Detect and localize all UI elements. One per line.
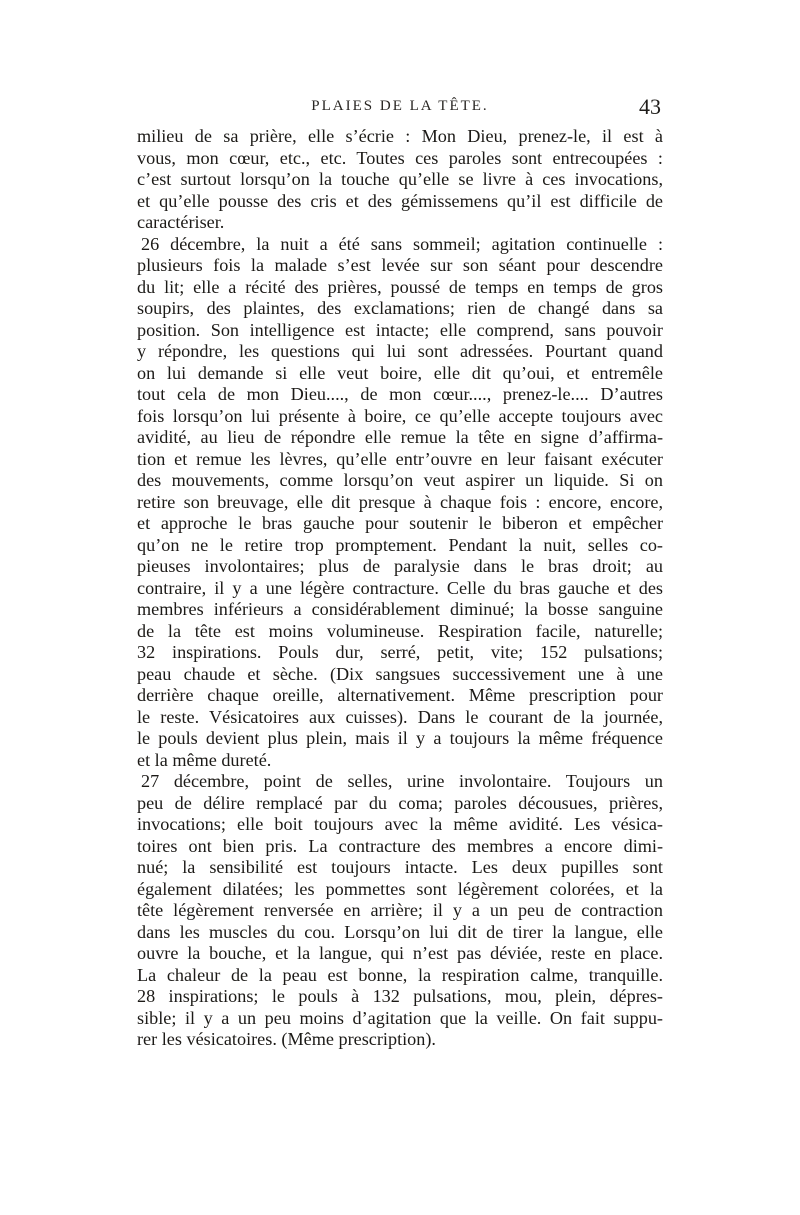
text-line: fois lorsqu’on lui présente à boire, ce qu’elle accepte toujours avec [137, 405, 663, 426]
text-line: contraire, il y a une légère contracture. Celle du bras gauche et des [137, 577, 663, 598]
text-line: sible; il y a un peu moins d’agitation que la veille. On fait suppu- [137, 1007, 663, 1028]
text-line: le reste. Vésicatoires aux cuisses). Dans le courant de la journée, [137, 706, 663, 727]
text-line: retire son breuvage, elle dit presque à chaque fois : encore, encore, [137, 491, 663, 512]
text-line: qu’on ne le retire trop promptement. Pendant la nuit, selles co- [137, 534, 663, 555]
running-head: PLAIES DE LA TÊTE. [311, 98, 489, 114]
text-line: 26 décembre, la nuit a été sans sommeil; agitation continuelle : [141, 233, 663, 254]
text-line: pieuses involontaires; plus de paralysie dans le bras droit; au [137, 556, 663, 576]
text-line: avidité, au lieu de répondre elle remue la tête en signe d’affirma- [137, 427, 663, 447]
text-line: de la tête est moins volumineuse. Respiration facile, naturelle; [137, 620, 663, 641]
text-line: également dilatées; les pommettes sont légèrement colorées, et la [137, 878, 663, 899]
text-line: peau chaude et sèche. (Dix sangsues successivement une à une [137, 663, 663, 684]
text-line: et la même dureté. [137, 749, 272, 770]
text-line: et approche le bras gauche pour soutenir le biberon et empêcher [137, 513, 663, 533]
page-number: 43 [639, 94, 661, 119]
text-line: milieu de sa prière, elle s’écrie : Mon Dieu, prenez-le, il est à [137, 126, 663, 146]
text-line: tout cela de mon Dieu...., de mon cœur...., prenez-le.... D’autres [137, 384, 663, 404]
text-line: 32 inspirations. Pouls dur, serré, petit, vite; 152 pulsations; [137, 642, 663, 662]
text-line: des mouvements, comme lorsqu’on veut aspirer un liquide. Si on [137, 470, 663, 490]
page-header [137, 96, 663, 126]
text-line: on lui demande si elle veut boire, elle dit qu’oui, et entremêle [137, 362, 663, 383]
text-line: position. Son intelligence est intacte; elle comprend, sans pouvoir [137, 319, 663, 340]
text-line: et qu’elle pousse des cris et des gémissemens qu’il est difficile de [137, 190, 663, 211]
text-line: c’est surtout lorsqu’on la touche qu’elle se livre à ces invocations, [137, 169, 663, 189]
text-line: tion et remue les lèvres, qu’elle entr’ouvre en leur faisant exécuter [137, 448, 663, 469]
text-line: derrière chaque oreille, alternativement. Même prescription pour [137, 685, 663, 705]
text-line: La chaleur de la peau est bonne, la respiration calme, tranquille. [137, 964, 663, 985]
text-line: ouvre la bouche, et la langue, qui n’est pas déviée, reste en place. [137, 943, 663, 963]
text-line: dans les muscles du cou. Lorsqu’on lui dit de tirer la langue, elle [137, 921, 663, 942]
text-line: vous, mon cœur, etc., etc. Toutes ces paroles sont entrecoupées : [137, 147, 663, 168]
text-line: membres inférieurs a considérablement diminué; la bosse sanguine [137, 599, 663, 619]
text-line: tête légèrement renversée en arrière; il y a un peu de contraction [137, 900, 663, 920]
text-line: peu de délire remplacé par du coma; paroles décousues, prières, [137, 792, 663, 813]
text-line: 27 décembre, point de selles, urine involontaire. Toujours un [141, 771, 663, 791]
body-text [137, 126, 663, 1051]
text-line: caractériser. [137, 212, 225, 232]
text-line: toires ont bien pris. La contracture des membres a encore dimi- [137, 835, 663, 856]
text-line: nué; la sensibilité est toujours intacte. Les deux pupilles sont [137, 857, 663, 877]
text-line: invocations; elle boit toujours avec la même avidité. Les vésica- [137, 814, 663, 834]
text-line: le pouls devient plus plein, mais il y a toujours la même fréquence [137, 728, 663, 748]
text-line: du lit; elle a récité des prières, poussé de temps en temps de gros [137, 276, 663, 297]
text-line: plusieurs fois la malade s’est levée sur son séant pour descendre [137, 255, 663, 275]
text-line: 28 inspirations; le pouls à 132 pulsations, mou, plein, dépres- [137, 986, 663, 1006]
text-line: y répondre, les questions qui lui sont adressées. Pourtant quand [137, 341, 663, 361]
text-line: soupirs, des plaintes, des exclamations; rien de changé dans sa [137, 298, 663, 318]
text-line: rer les vésicatoires. (Même prescription). [137, 1029, 436, 1049]
